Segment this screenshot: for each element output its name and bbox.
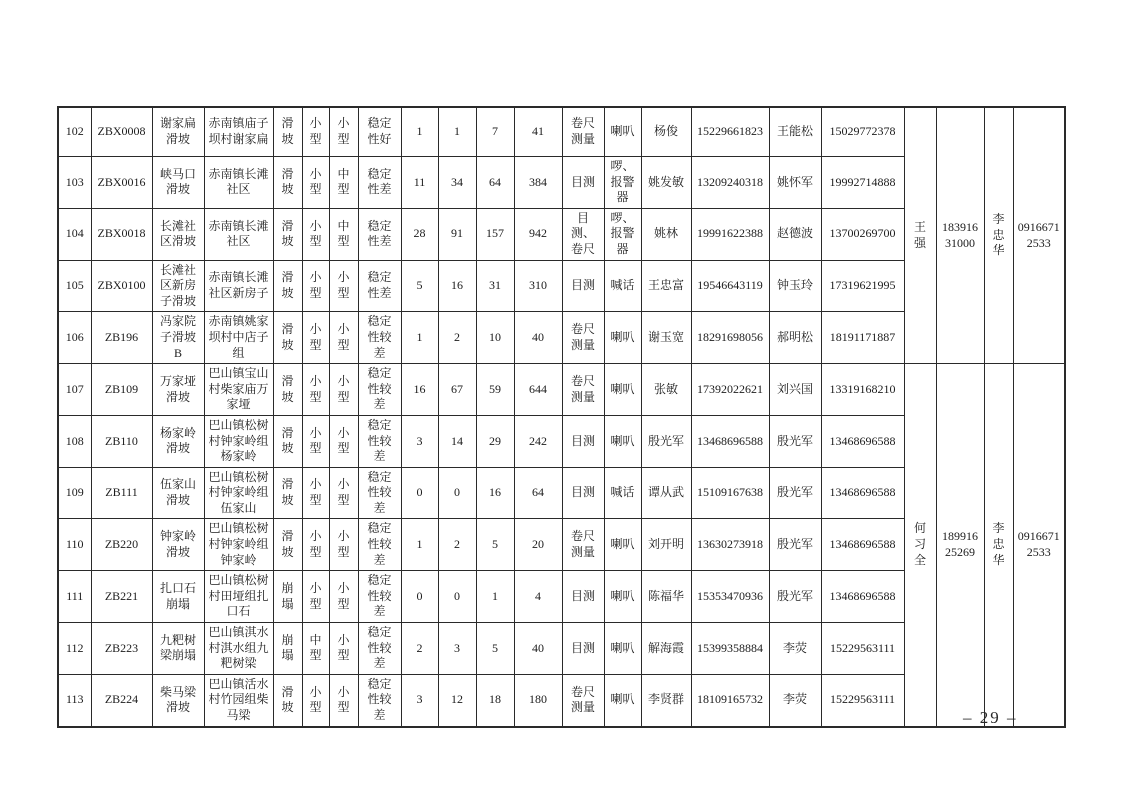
cell-responsible-phone: 15029772378: [821, 107, 904, 157]
cell-hazard-code: ZB196: [91, 312, 152, 364]
cell-count-2: 1: [438, 107, 476, 157]
cell-scale-1: 小型: [302, 467, 329, 519]
cell-count-1: 16: [401, 364, 438, 416]
cell-count-4: 180: [514, 674, 562, 726]
cell-count-3: 29: [476, 415, 514, 467]
cell-monitor-phone: 19991622388: [691, 208, 769, 260]
cell-alarm-method: 喇叭: [604, 674, 641, 726]
cell-responsible-phone: 15229563111: [821, 674, 904, 726]
cell-count-4: 41: [514, 107, 562, 157]
cell-monitor-phone: 18291698056: [691, 312, 769, 364]
cell-responsible-phone: 13700269700: [821, 208, 904, 260]
cell-count-2: 0: [438, 467, 476, 519]
cell-serial-number: 104: [58, 208, 91, 260]
cell-scale-2: 小型: [329, 571, 358, 623]
cell-monitor-person: 殷光军: [641, 415, 691, 467]
cell-monitor-person: 解海霞: [641, 623, 691, 675]
cell-count-3: 10: [476, 312, 514, 364]
cell-count-1: 11: [401, 157, 438, 209]
cell-responsible-phone: 15229563111: [821, 623, 904, 675]
cell-stability: 稳定性较差: [358, 674, 401, 726]
cell-stability: 稳定性较差: [358, 415, 401, 467]
cell-monitor-phone: 17392022621: [691, 364, 769, 416]
cell-count-3: 5: [476, 623, 514, 675]
cell-hazard-type: 滑坡: [273, 467, 302, 519]
cell-serial-number: 107: [58, 364, 91, 416]
cell-count-4: 644: [514, 364, 562, 416]
cell-responsible-person: 刘兴国: [769, 364, 821, 416]
cell-scale-1: 中型: [302, 623, 329, 675]
cell-scale-1: 小型: [302, 364, 329, 416]
cell-count-4: 40: [514, 623, 562, 675]
cell-count-2: 16: [438, 260, 476, 312]
cell-monitor-person: 王忠富: [641, 260, 691, 312]
cell-monitor-phone: 13468696588: [691, 415, 769, 467]
cell-scale-1: 小型: [302, 415, 329, 467]
cell-group-official: 李忠华: [984, 107, 1013, 364]
cell-responsible-phone: 13468696588: [821, 467, 904, 519]
cell-scale-2: 小型: [329, 260, 358, 312]
cell-count-1: 28: [401, 208, 438, 260]
cell-monitor-phone: 15229661823: [691, 107, 769, 157]
cell-location: 巴山镇淇水村淇水组九粑树梁: [204, 623, 273, 675]
cell-location: 赤南镇姚家坝村中店子组: [204, 312, 273, 364]
cell-location: 巴山镇活水村竹园组柴马梁: [204, 674, 273, 726]
cell-count-4: 20: [514, 519, 562, 571]
cell-count-4: 40: [514, 312, 562, 364]
cell-hazard-code: ZB110: [91, 415, 152, 467]
cell-hazard-type: 滑坡: [273, 415, 302, 467]
cell-count-2: 34: [438, 157, 476, 209]
cell-location: 巴山镇宝山村柴家庙万家垭: [204, 364, 273, 416]
cell-scale-1: 小型: [302, 674, 329, 726]
cell-hazard-name: 柴马梁滑坡: [152, 674, 204, 726]
cell-stability: 稳定性较差: [358, 312, 401, 364]
cell-scale-1: 小型: [302, 312, 329, 364]
cell-monitor-method: 卷尺测量: [562, 312, 604, 364]
cell-monitor-person: 谭从武: [641, 467, 691, 519]
cell-hazard-code: ZBX0100: [91, 260, 152, 312]
hazard-table: [57, 106, 1066, 728]
cell-alarm-method: 喇叭: [604, 107, 641, 157]
cell-hazard-name: 杨家岭滑坡: [152, 415, 204, 467]
cell-stability: 稳定性较差: [358, 623, 401, 675]
cell-count-4: 64: [514, 467, 562, 519]
cell-responsible-phone: 19992714888: [821, 157, 904, 209]
cell-responsible-phone: 13468696588: [821, 519, 904, 571]
cell-alarm-method: 喇叭: [604, 415, 641, 467]
cell-hazard-code: ZB220: [91, 519, 152, 571]
cell-monitor-person: 刘开明: [641, 519, 691, 571]
cell-responsible-phone: 17319621995: [821, 260, 904, 312]
cell-count-1: 2: [401, 623, 438, 675]
cell-scale-2: 小型: [329, 674, 358, 726]
cell-hazard-type: 滑坡: [273, 674, 302, 726]
cell-alarm-method: 啰、报警器: [604, 157, 641, 209]
cell-location: 巴山镇松树村钟家岭组钟家岭: [204, 519, 273, 571]
cell-alarm-method: 喇叭: [604, 623, 641, 675]
cell-hazard-code: ZB221: [91, 571, 152, 623]
cell-count-2: 12: [438, 674, 476, 726]
cell-serial-number: 108: [58, 415, 91, 467]
cell-monitor-phone: 15399358884: [691, 623, 769, 675]
cell-responsible-phone: 13319168210: [821, 364, 904, 416]
cell-serial-number: 112: [58, 623, 91, 675]
cell-hazard-type: 滑坡: [273, 107, 302, 157]
cell-count-2: 0: [438, 571, 476, 623]
cell-serial-number: 113: [58, 674, 91, 726]
cell-serial-number: 111: [58, 571, 91, 623]
cell-monitor-person: 杨俊: [641, 107, 691, 157]
cell-responsible-phone: 18191171887: [821, 312, 904, 364]
cell-count-2: 2: [438, 312, 476, 364]
cell-count-2: 14: [438, 415, 476, 467]
cell-count-3: 1: [476, 571, 514, 623]
cell-serial-number: 109: [58, 467, 91, 519]
cell-hazard-name: 峡马口滑坡: [152, 157, 204, 209]
cell-monitor-method: 目测: [562, 623, 604, 675]
cell-alarm-method: 喇叭: [604, 312, 641, 364]
cell-scale-1: 小型: [302, 208, 329, 260]
cell-responsible-person: 殷光军: [769, 415, 821, 467]
cell-scale-2: 小型: [329, 623, 358, 675]
cell-hazard-name: 万家垭滑坡: [152, 364, 204, 416]
cell-count-2: 91: [438, 208, 476, 260]
table-row: [58, 107, 1065, 157]
cell-monitor-person: 姚林: [641, 208, 691, 260]
cell-count-4: 384: [514, 157, 562, 209]
cell-responsible-person: 李荧: [769, 674, 821, 726]
page-number: – 29 –: [963, 708, 1018, 727]
cell-stability: 稳定性较差: [358, 467, 401, 519]
cell-hazard-name: 伍家山滑坡: [152, 467, 204, 519]
cell-hazard-name: 九粑树梁崩塌: [152, 623, 204, 675]
cell-responsible-phone: 13468696588: [821, 415, 904, 467]
cell-count-4: 310: [514, 260, 562, 312]
cell-stability: 稳定性较差: [358, 519, 401, 571]
cell-count-3: 7: [476, 107, 514, 157]
cell-scale-2: 小型: [329, 519, 358, 571]
cell-responsible-person: 李荧: [769, 623, 821, 675]
cell-scale-2: 小型: [329, 415, 358, 467]
cell-serial-number: 103: [58, 157, 91, 209]
cell-count-1: 5: [401, 260, 438, 312]
cell-monitor-phone: 18109165732: [691, 674, 769, 726]
cell-hazard-type: 滑坡: [273, 312, 302, 364]
cell-stability: 稳定性差: [358, 260, 401, 312]
cell-scale-2: 小型: [329, 364, 358, 416]
cell-count-2: 2: [438, 519, 476, 571]
cell-alarm-method: 啰、报警器: [604, 208, 641, 260]
cell-scale-1: 小型: [302, 157, 329, 209]
cell-monitor-method: 目测: [562, 467, 604, 519]
cell-count-3: 18: [476, 674, 514, 726]
cell-hazard-code: ZB223: [91, 623, 152, 675]
cell-hazard-type: 滑坡: [273, 157, 302, 209]
cell-alarm-method: 喇叭: [604, 364, 641, 416]
cell-scale-2: 中型: [329, 208, 358, 260]
cell-stability: 稳定性较差: [358, 571, 401, 623]
hazard-table-body: [58, 107, 1065, 727]
cell-location: 赤南镇长滩社区: [204, 157, 273, 209]
cell-location: 赤南镇长滩社区新房子: [204, 260, 273, 312]
cell-group-leader-phone: 18991625269: [936, 364, 984, 727]
cell-stability: 稳定性好: [358, 107, 401, 157]
cell-hazard-name: 扎口石崩塌: [152, 571, 204, 623]
cell-location: 巴山镇松树村田垭组扎口石: [204, 571, 273, 623]
cell-count-3: 64: [476, 157, 514, 209]
cell-monitor-method: 卷尺测量: [562, 519, 604, 571]
cell-responsible-person: 郝明松: [769, 312, 821, 364]
cell-count-4: 942: [514, 208, 562, 260]
cell-alarm-method: 喊话: [604, 260, 641, 312]
cell-responsible-person: 钟玉玲: [769, 260, 821, 312]
cell-location: 赤南镇长滩社区: [204, 208, 273, 260]
cell-count-3: 157: [476, 208, 514, 260]
cell-monitor-phone: 15109167638: [691, 467, 769, 519]
cell-monitor-method: 卷尺测量: [562, 674, 604, 726]
cell-scale-2: 小型: [329, 312, 358, 364]
cell-hazard-type: 滑坡: [273, 364, 302, 416]
cell-monitor-method: 卷尺测量: [562, 364, 604, 416]
cell-serial-number: 106: [58, 312, 91, 364]
cell-monitor-method: 目测: [562, 415, 604, 467]
cell-hazard-name: 谢家扁滑坡: [152, 107, 204, 157]
cell-monitor-phone: 15353470936: [691, 571, 769, 623]
cell-count-3: 31: [476, 260, 514, 312]
cell-monitor-person: 谢玉宽: [641, 312, 691, 364]
cell-monitor-method: 目测: [562, 260, 604, 312]
cell-responsible-person: 赵德波: [769, 208, 821, 260]
cell-scale-1: 小型: [302, 571, 329, 623]
cell-group-leader-phone: 18391631000: [936, 107, 984, 364]
cell-responsible-person: 姚怀军: [769, 157, 821, 209]
cell-scale-1: 小型: [302, 107, 329, 157]
cell-hazard-type: 崩塌: [273, 623, 302, 675]
cell-monitor-phone: 13209240318: [691, 157, 769, 209]
cell-count-3: 16: [476, 467, 514, 519]
cell-scale-1: 小型: [302, 260, 329, 312]
cell-count-1: 0: [401, 467, 438, 519]
cell-count-1: 0: [401, 571, 438, 623]
cell-hazard-code: ZB224: [91, 674, 152, 726]
cell-serial-number: 110: [58, 519, 91, 571]
cell-responsible-person: 王能松: [769, 107, 821, 157]
cell-hazard-type: 滑坡: [273, 208, 302, 260]
cell-scale-1: 小型: [302, 519, 329, 571]
cell-responsible-person: 殷光军: [769, 519, 821, 571]
cell-monitor-phone: 19546643119: [691, 260, 769, 312]
cell-alarm-method: 喇叭: [604, 571, 641, 623]
cell-group-official: 李忠华: [984, 364, 1013, 727]
cell-count-1: 3: [401, 415, 438, 467]
cell-stability: 稳定性差: [358, 157, 401, 209]
cell-scale-2: 小型: [329, 467, 358, 519]
cell-responsible-person: 殷光军: [769, 467, 821, 519]
cell-location: 巴山镇松树村钟家岭组杨家岭: [204, 415, 273, 467]
cell-stability: 稳定性较差: [358, 364, 401, 416]
cell-hazard-type: 滑坡: [273, 519, 302, 571]
cell-responsible-person: 殷光军: [769, 571, 821, 623]
cell-alarm-method: 喇叭: [604, 519, 641, 571]
cell-count-2: 3: [438, 623, 476, 675]
cell-monitor-method: 卷尺测量: [562, 107, 604, 157]
cell-count-4: 4: [514, 571, 562, 623]
cell-hazard-code: ZBX0008: [91, 107, 152, 157]
cell-monitor-method: 目测: [562, 571, 604, 623]
cell-count-3: 5: [476, 519, 514, 571]
cell-stability: 稳定性差: [358, 208, 401, 260]
cell-monitor-person: 张敏: [641, 364, 691, 416]
cell-hazard-name: 长滩社区滑坡: [152, 208, 204, 260]
cell-monitor-method: 目测、卷尺: [562, 208, 604, 260]
cell-responsible-phone: 13468696588: [821, 571, 904, 623]
cell-monitor-person: 李贤群: [641, 674, 691, 726]
cell-hazard-code: ZBX0016: [91, 157, 152, 209]
cell-count-1: 1: [401, 519, 438, 571]
cell-hazard-name: 钟家岭滑坡: [152, 519, 204, 571]
cell-serial-number: 105: [58, 260, 91, 312]
cell-count-3: 59: [476, 364, 514, 416]
cell-hazard-type: 滑坡: [273, 260, 302, 312]
table-row: [58, 364, 1065, 416]
cell-group-official-phone: 09166712533: [1013, 107, 1065, 364]
cell-group-official-phone: 09166712533: [1013, 364, 1065, 727]
cell-hazard-code: ZBX0018: [91, 208, 152, 260]
cell-serial-number: 102: [58, 107, 91, 157]
cell-count-1: 1: [401, 312, 438, 364]
cell-count-1: 3: [401, 674, 438, 726]
cell-scale-2: 小型: [329, 107, 358, 157]
cell-count-4: 242: [514, 415, 562, 467]
cell-hazard-code: ZB111: [91, 467, 152, 519]
cell-monitor-phone: 13630273918: [691, 519, 769, 571]
cell-count-2: 67: [438, 364, 476, 416]
cell-hazard-name: 冯家院子滑坡B: [152, 312, 204, 364]
cell-alarm-method: 喊话: [604, 467, 641, 519]
cell-monitor-person: 姚发敏: [641, 157, 691, 209]
cell-hazard-name: 长滩社区新房子滑坡: [152, 260, 204, 312]
cell-group-leader: 王强: [904, 107, 936, 364]
cell-monitor-person: 陈福华: [641, 571, 691, 623]
cell-scale-2: 中型: [329, 157, 358, 209]
cell-count-1: 1: [401, 107, 438, 157]
cell-hazard-code: ZB109: [91, 364, 152, 416]
cell-monitor-method: 目测: [562, 157, 604, 209]
cell-location: 巴山镇松树村钟家岭组伍家山: [204, 467, 273, 519]
cell-hazard-type: 崩塌: [273, 571, 302, 623]
cell-location: 赤南镇庙子坝村谢家扁: [204, 107, 273, 157]
cell-group-leader: 何习全: [904, 364, 936, 727]
